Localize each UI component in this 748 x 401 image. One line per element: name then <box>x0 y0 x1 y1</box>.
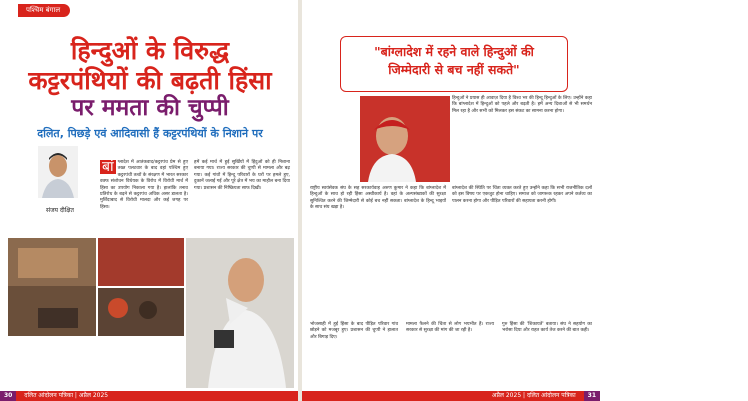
left-footer-title: दलित आंदोलन पत्रिका | अप्रैल 2025 <box>24 392 109 399</box>
rss-leader-portrait-icon <box>360 96 450 182</box>
column-text: ग्लादेश में आतंकवाद/कट्टरपंथ प्रेम से हुए तख्त पलटवार के बाद वहां पश्चिम हुए कट्टरपंथी तत्वों के संरक्षण में भारत सरकार वक्फ संशोधन विधेयक के विरोध में विरोधी मार्च में हिंसा का उपयोग निकाला गया है। हालांकि तनाव प्रतिरोध के बढ़ने से कट्टरपंथ अधिक असर डालता है। मुर्शिदाबाद से विरोधी मालदा और कई जगह पर हिंसा। <box>100 160 188 210</box>
quote-line-2: जिम्मेदारी से बच नहीं सकते" <box>388 62 520 78</box>
article-column-1 <box>100 160 188 234</box>
bottom-column-2 <box>406 322 494 382</box>
column-text: राष्ट्रीय स्वयंसेवक संघ के सह सरकार्यवाह अरुण कुमार ने कहा कि बांग्लादेश में हिन्दुओं के साथ हो रही हिंसा अस्वीकार्य है। वहां के अल्पसंख्यकों की सुरक्षा सुनिश्चित करने की जिम्मेदारी से कोई बच नहीं सकता। बांग्लादेश के हिन्दू भाइयों के साथ संघ खड़ा है। <box>310 186 446 211</box>
subheadline: दलित, पिछड़े एवं आदिवासी हैं कट्टरपंथियों के निशाने पर <box>37 127 263 140</box>
quote-line-1: "बांग्लादेश में रहने वाले हिन्दुओं की <box>374 44 534 59</box>
quote-box <box>340 36 568 92</box>
column-text: हमें कई मार्च में हुई सुर्खियों में हिंदुओं को ही निशाना बनाया गया। राज्य सरकार की चुप्पी से मामला और बढ़ गया। कई गांवों में हिन्दू परिवारों के घरों पर हमले हुए, दुकानें जलाई गईं और पूरे क्षेत्र में भय का माहौल बना दिया गया। प्रशासन की निष्क्रियता साफ दिखी। <box>194 160 290 191</box>
headline-line-1: हिन्दुओं के विरुद्ध <box>70 36 230 65</box>
right-footer <box>302 391 600 401</box>
section-label: पश्चिम बंगाल <box>18 4 70 17</box>
column-text: मामला फैलने की चिंता से लोग भयभीत हैं। राज्य सरकार से सुरक्षा की मांग की जा रही है। <box>406 322 494 334</box>
left-page <box>0 0 298 401</box>
right-footer-title: अप्रैल 2025 | दलित आंदोलन पत्रिका <box>491 392 576 399</box>
speaker-portrait-icon <box>186 238 294 388</box>
headline-line-3: पर ममता की चुप्पी <box>71 95 229 121</box>
column-text: भोजसाही में हुई हिंसा के बाद पीड़ित परिवार गांव छोड़ने को मजबूर हुए। प्रशासन की चुप्पी ने हालात और बिगाड़ दिए। <box>310 322 398 340</box>
column-text: बांग्लादेश की स्थिति पर चिंता व्यक्त करते हुए उन्होंने कहा कि सभी राजनीतिक दलों को इस विषय पर एकजुट होना चाहिए। समाज को जागरूक रहकर अपने कर्तव्य का पालन करना होगा और पीड़ित परिवारों की सहायता करनी होगी। <box>452 186 592 204</box>
bottom-column-1 <box>310 322 398 382</box>
right-page-number: 31 <box>584 391 600 401</box>
article-column-4 <box>452 96 592 160</box>
headline-line-2: कट्टरपंथियों की बढ़ती हिंसा <box>28 65 272 95</box>
pull-quote: राष्ट्रीय स्वयंसेवक संघ के सह सरकार्यवाह अरुण कुमार <box>712 100 746 117</box>
dropcap: बां <box>102 159 114 175</box>
left-footer <box>0 391 298 401</box>
left-page-number: 30 <box>0 391 16 401</box>
crowd-collage-icon <box>8 238 184 336</box>
author-portrait-icon <box>38 146 78 198</box>
article-column-5 <box>452 186 592 296</box>
article-column-2 <box>194 160 290 234</box>
headline <box>12 36 288 122</box>
column-text: हिन्दुओं ने प्रयास ही आवाज़ दिया है विश्व भर की हिन्दू हिन्दुओं के लिए। उन्होंने कहा कि बांग्लादेश में हिन्दुओं को पहले और बढ़ती है। हमें अन्य दिशाओं से भी समर्थन मिल रहा है और सभी को मिलकर इस संकट का सामना करना होगा। <box>452 96 592 114</box>
author-name: संजय दीक्षित <box>46 207 74 214</box>
right-page <box>302 0 746 401</box>
column-text: गुरु हिंसा की 'शिकायतें' बताया। संघ ने सहयोग का भरोसा दिया और राहत कार्य तेज करने की बात कही। <box>502 322 592 334</box>
article-column-3 <box>310 186 446 296</box>
bottom-column-3 <box>502 322 592 382</box>
